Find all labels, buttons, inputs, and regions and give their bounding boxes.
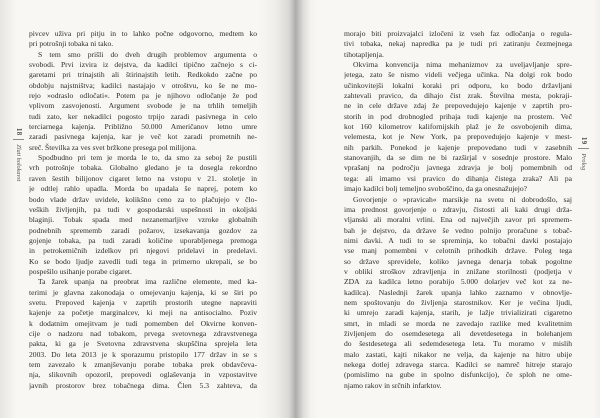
text-line: javnih prostorov brez tobačnega dima. Člen 5.3 zahteva, da	[29, 380, 257, 390]
text-line: storih in pod drobnogled prihaja tudi kajenje na prostem. Več	[344, 111, 572, 121]
text-line: gojenje tobaka, pa tudi zaradi količine uporabljenega premoga	[29, 235, 257, 245]
text-line: tivi tobaka, nekaj napredka pa je tudi pri zatiranju čezmejnega	[344, 39, 572, 49]
text-line: blaginji. Tobak spada med nezanemarljive vzroke globalnih	[29, 215, 257, 225]
text-line: morajo biti proizvajalci izločeni iz vseh faz odločanja o regula-	[344, 29, 572, 38]
text-line: sreč. Številka za ves svet bržkone presega pol milijona.	[29, 142, 197, 152]
text-line: Okvirna konvencija nima mehanizmov za uveljavljanje spre-	[353, 60, 572, 70]
right-page-text	[344, 29, 572, 391]
text-line: Spodbudno pri tem je morda le to, da smo za seboj že pustili	[38, 153, 257, 163]
text-line: kadilca). Naslednji žarek upanja lahko zaznamo v obnovlje-	[344, 287, 572, 297]
text-line: svetu. Prepoved kajenja v zaprtih prostorih utegne napraviti	[29, 297, 257, 307]
left-page-text	[29, 29, 257, 391]
text-line: smrt, in mladi se morda ne zavedajo razlike med kvalitetnim	[344, 318, 572, 328]
text-line: zahtevali pravico, da dihajo čist zrak. Številna mesta, pokraji-	[344, 91, 572, 101]
text-line: 2003. Do leta 2013 je k sporazumu pristopilo 177 držav in se s	[29, 349, 257, 359]
text-line: nih parkih. Ponekod je kajenje prepovedano tudi v zasebnih	[344, 142, 572, 152]
text-line: ne in cele države zdaj že prepovedujejo kajenje v zaprtih pro-	[344, 101, 572, 111]
text-line: so države sprevidele, koliko javnega denarja tobak pogoltne	[344, 256, 572, 266]
text-line: zaradi pasivnega kajenja, kar je več kot zaradi prometnih ne-	[29, 132, 257, 142]
text-line: stanovanjih, da se dim ne bi razširjal v sosednje prostore. Malo	[344, 153, 572, 163]
text-line: vrh potrošnje tobaka. Globalno gledano je ta dosegla rekordno	[29, 163, 257, 173]
text-line: kot 160 kilometrov kalifornijskih plaž je že osvobojenih dima,	[344, 122, 572, 132]
text-line: veških življenjih, pa tudi v gospodarski uspešnosti in okoljski	[29, 204, 257, 214]
left-page	[0, 0, 290, 418]
text-line: nem spoštovanju do življenja starostnikov. Ker je večina ljudi,	[344, 297, 572, 307]
paragraph	[344, 195, 572, 392]
text-line: vplivom zasvojenosti. Argument svobode je na trhlih temeljih	[29, 101, 257, 111]
text-line: vprašanj na področju javnega zdravja je bolj pomembnih od	[344, 163, 572, 173]
text-line: bodo vlade držav uvidele, kolikšno ceno za to plačujejo v člo-	[29, 194, 257, 204]
right-running-header	[576, 137, 592, 209]
text-line: tihotapljenja.	[344, 49, 384, 59]
text-line: jetega, zato še nismo videli večjega učinka. Na dolgi rok bodo	[344, 70, 572, 80]
text-line: terimi je glavna zakonodaja o omejevanju kajenja, ki se širi po	[29, 287, 257, 297]
text-line: in petrokemičnih izdelkov pri njegovi pridelavi in predelavi.	[29, 246, 257, 256]
left-running-header	[11, 128, 27, 220]
text-line: imajo kadilci bolj temeljno svoboščino, da ga onesnažujejo?	[344, 184, 528, 194]
text-line: vljanski ali moralni vrlini. Ena od največjih zavor pri spremem-	[344, 215, 572, 225]
text-line: S tem smo prišli do dveh drugih problemov argumenta o	[38, 49, 257, 59]
text-line: tem zavezalo k zmanjševanju porabe tobaka prek obdavčeva-	[29, 360, 257, 369]
paragraph	[29, 29, 257, 50]
text-line: terciarnega kajenja. Približno 50.000 Američanov letno umre	[29, 122, 257, 132]
text-line: tega: ali imamo vsi pravico do dihanja čistega zraka? Ali pa	[344, 173, 572, 183]
paragraph	[344, 60, 572, 194]
text-line: obdobju najstništva; kadilci nastajajo v otroštvu, ko še ne mo-	[29, 80, 257, 90]
text-line: življenjem do osemdesetega ali devetdesetega in bolehanjem	[344, 328, 572, 338]
text-line: bah je dejstvo, da države še vedno polnijo proračune s tobač-	[344, 225, 572, 235]
left-running-title: Zlati holokavst	[15, 144, 23, 182]
text-line: Govorjenje o »pravicah« marsikje na svetu ni dobrodošlo, saj	[353, 194, 572, 204]
right-page	[310, 0, 600, 418]
text-line: garetami pri trinajstih ali štirinajstih letih. Redkokdo začne po	[29, 70, 257, 80]
text-line: je odtlej rahlo upadla. Morda bo upadala še naprej, potem ko	[29, 184, 257, 194]
right-running-title: Prolog	[580, 153, 588, 171]
text-line: vse manj pomembni v celotnih prihodkih države. Poleg tega	[344, 246, 572, 256]
text-line: (pomislimo na gube in spolno disfunkcijo), če sploh ne ome-	[344, 370, 572, 380]
text-line: Ta žarek upanja na preobrat ima različne elemente, med ka-	[38, 277, 257, 287]
text-line: rejo »odraslo odločati«. Potem pa je njihovo odločanje že pod	[29, 91, 257, 101]
paragraph	[29, 277, 257, 391]
text-line: nja, slikovnih opozoril, prepovedi oglaševanja in vzpostavitve	[29, 370, 257, 380]
left-page-number: 18	[15, 128, 23, 136]
text-line: učinkovitejši lokalni koraki pri odporu, ko bodo državljani	[344, 80, 572, 90]
right-page-number: 19	[580, 137, 588, 145]
text-line: malo zastati, kajti nikakor ne velja, da kajenje na hitro ubije	[344, 349, 572, 359]
text-line: Ko se bodo ljudje zavedli tudi tega in primerno ukrepali, se bo	[29, 256, 257, 266]
text-line: k dodatnim omejitvam je tudi pomemben del Okvirne konven-	[29, 318, 257, 328]
text-line: pivcev uživa pri pitju in to lahko počne odgovorno, medtem ko	[29, 29, 257, 38]
text-line: nekega dotlej zdravega starca. Kadilci se namreč hitreje starajo	[344, 360, 572, 369]
text-line: raven šestih bilijonov cigaret letno na vstopu v 21. stoletje in	[29, 173, 257, 183]
text-line: velemesta, kot je New York, pa prepovedujejo kajenje v mest-	[344, 132, 572, 142]
paragraph	[29, 153, 257, 277]
paragraph	[29, 50, 257, 153]
text-line: ki umrejo zaradi kajenja, starih, je lažje trivializirati cigaretno	[344, 308, 572, 318]
text-line: cije o nadzoru nad tobakom, prvega svetovnega zdravstvenega	[29, 328, 257, 338]
text-line: nimi davki. A tudi to se spreminja, ko tobačni davki postajajo	[344, 235, 572, 245]
text-line: njamo rakov in srčnih infarktov.	[344, 380, 442, 390]
text-line: podnebnih sprememb zaradi požarov, izsekavanja gozdov za	[29, 225, 257, 235]
paragraph	[344, 29, 572, 60]
text-line: kajenje za početje marginalcev, ki meji na antisocialno. Poziv	[29, 308, 257, 318]
text-line: do šestdesetega ali sedemdesetega leta. Tu moramo v mislih	[344, 339, 572, 349]
text-line: ZDA za kadilca letno porabijo 5.000 dolarjev več kot za ne-	[344, 277, 572, 287]
text-line: svobodi. Prvi izvira iz dejstva, da kadilci tipično začnejo s ci-	[29, 60, 257, 70]
text-line: tudi zato, ker nekadilci pogosto trpijo zaradi pasivnega in celo	[29, 111, 257, 121]
text-line: pospešilo usihanje porabe cigaret.	[29, 266, 132, 276]
left-margin-rule-icon	[14, 139, 25, 140]
text-line: pri potrošnji tobaka ni tako.	[29, 39, 114, 49]
text-line: ima prednost govorjenje o zdravju, čistosti ali kaki drugi drža-	[344, 204, 572, 214]
text-line: pakta, ki ga je Svetovna zdravstvena skupščina sprejela leta	[29, 339, 257, 349]
text-line: v obliki stroškov zdravljenja in znižane storilnosti (podjetja v	[344, 266, 572, 276]
right-margin-rule-icon	[579, 148, 590, 149]
